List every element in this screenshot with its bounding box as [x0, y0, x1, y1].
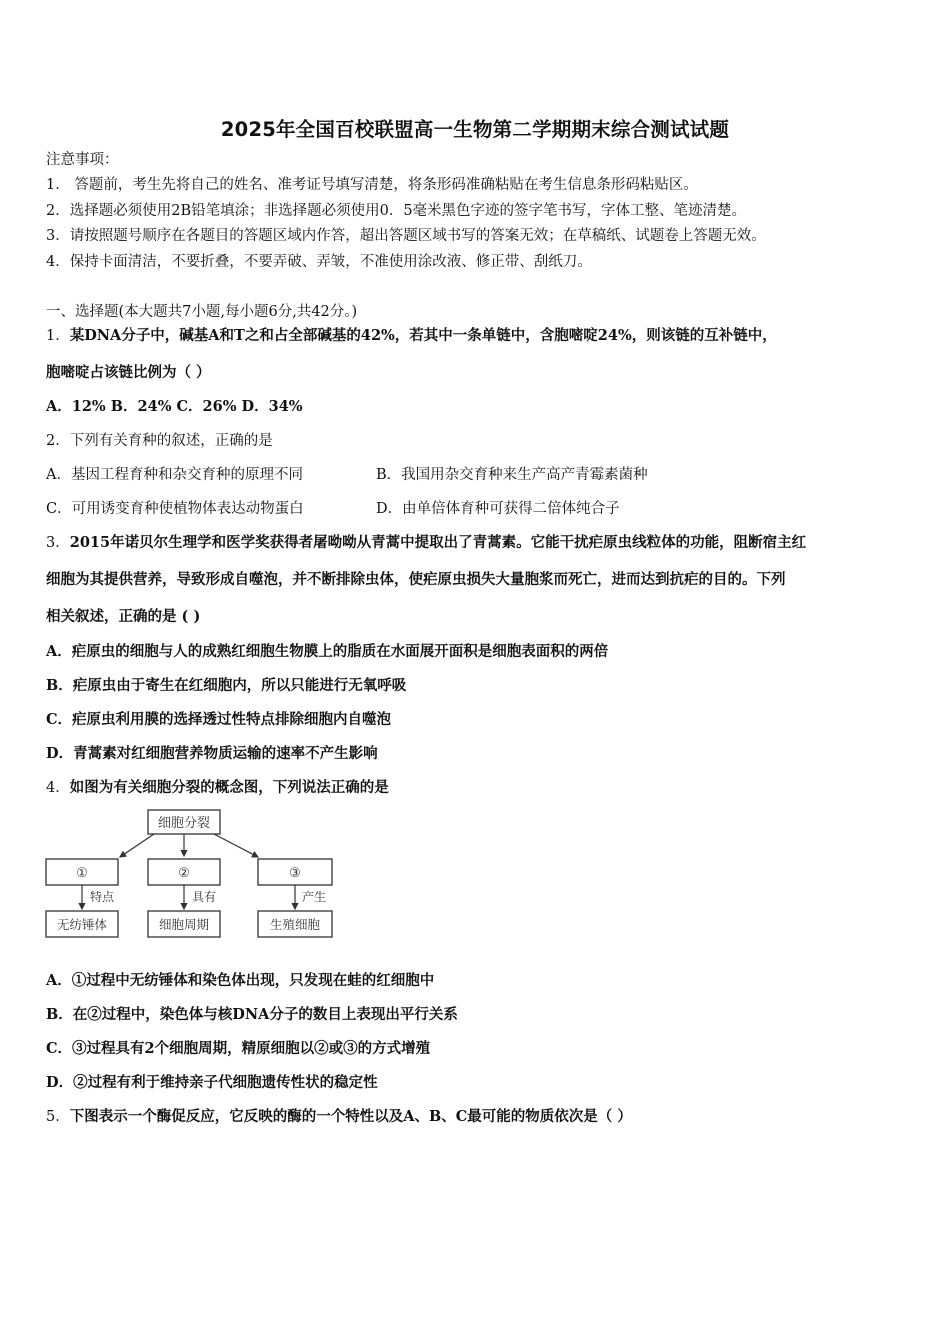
question-text: 如图为有关细胞分裂的概念图，下列说法正确的是	[69, 779, 389, 796]
question-text: 2015年诺贝尔生理学和医学奖获得者屠呦呦从青蒿中提取出了青蒿素。它能干扰疟原虫线粒体的功能，阻断宿主红	[69, 534, 807, 551]
question-1-stem	[46, 327, 777, 345]
option-b: B．我国用杂交育种来生产高产青霉素菌种	[376, 467, 648, 483]
diagram-box-1-label: ①	[76, 866, 88, 881]
question-4-stem	[46, 779, 389, 797]
diagram-arrow	[120, 834, 154, 857]
diagram-edge-label: 具有	[192, 890, 217, 904]
option-d: D．由单倍体育种可获得二倍体纯合子	[376, 501, 620, 517]
question-1-stem-cont: 胞嘧啶占该链比例为（ ）	[46, 364, 211, 381]
notice-item: 4．保持卡面清洁，不要折叠，不要弄破、弄皱，不准使用涂改液、修正带、刮纸刀。	[46, 254, 592, 270]
option-a: A．基因工程育种和杂交育种的原理不同	[46, 467, 303, 483]
question-number: 2．	[46, 433, 70, 449]
option-b: B．在②过程中，染色体与核DNA分子的数目上表现出平行关系	[46, 1006, 458, 1023]
diagram-root-label: 细胞分裂	[157, 816, 211, 831]
diagram-leaf-3-label: 生殖细胞	[269, 917, 321, 932]
question-text: 下列有关育种的叙述，正确的是	[69, 433, 273, 449]
notice-item: 1． 答题前，考生先将自己的姓名、准考证号填写清楚，将条形码准确粘贴在考生信息条形码粘贴区。	[46, 177, 698, 193]
question-3-stem-cont: 细胞为其提供营养，导致形成自噬泡，并不断排除虫体，使疟原虫损失大量胞浆而死亡，进而达到抗疟的目的。下列	[46, 571, 786, 588]
diagram-arrow	[214, 834, 258, 857]
question-3-stem-cont: 相关叙述，正确的是 ( )	[46, 608, 201, 625]
question-number: 1．	[46, 328, 70, 344]
option-d: D．②过程有利于维持亲子代细胞遗传性状的稳定性	[46, 1074, 378, 1091]
question-2-stem	[46, 432, 273, 450]
question-5-stem	[46, 1108, 632, 1126]
section-heading: 一、选择题(本大题共7小题,每小题6分,共42分。)	[46, 304, 358, 320]
question-text: 下图表示一个酶促反应，它反映的酶的一个特性以及A、B、C最可能的物质依次是（ ）	[69, 1108, 632, 1125]
cell-division-concept-diagram	[44, 808, 334, 940]
diagram-edge-label: 产生	[302, 890, 327, 904]
diagram-box-3-label: ③	[289, 866, 301, 881]
option-a: A．疟原虫的细胞与人的成熟红细胞生物膜上的脂质在水面展开面积是细胞表面积的两倍	[46, 643, 609, 660]
notice-item: 3．请按照题号顺序在各题目的答题区域内作答，超出答题区域书写的答案无效；在草稿纸、试题卷上答题无效。	[46, 228, 766, 244]
option-c: C．疟原虫利用膜的选择透过性特点排除细胞内自噬泡	[46, 711, 392, 728]
question-3-stem	[46, 534, 806, 552]
question-number: 5．	[46, 1109, 70, 1125]
diagram-leaf-1-label: 无纺锤体	[56, 917, 108, 932]
question-text: 某DNA分子中，碱基A和T之和占全部碱基的42%，若其中一条单链中，含胞嘧啶24%，则该链的互补链中，	[69, 327, 777, 344]
option-c: C．③过程具有2个细胞周期，精原细胞以②或③的方式增殖	[46, 1040, 431, 1057]
notice-item: 2．选择题必须使用2B铅笔填涂；非选择题必须使用0．5毫米黑色字迹的签字笔书写，字体工整、笔迹清楚。	[46, 203, 747, 219]
diagram-leaf-2-label: 细胞周期	[158, 917, 210, 932]
question-number: 4．	[46, 780, 70, 796]
diagram-edge-label: 特点	[90, 890, 115, 904]
option-b: B．疟原虫由于寄生在红细胞内，所以只能进行无氧呼吸	[46, 677, 407, 694]
question-1-options: A．12% B．24% C．26% D．34%	[46, 398, 303, 415]
option-a: A．①过程中无纺锤体和染色体出现，只发现在蛙的红细胞中	[46, 972, 435, 989]
page-title: 2025年全国百校联盟高一生物第二学期期末综合测试试题	[220, 118, 730, 141]
notice-heading: 注意事项：	[46, 152, 119, 168]
option-d: D．青蒿素对红细胞营养物质运输的速率不产生影响	[46, 745, 378, 762]
diagram-box-2-label: ②	[178, 866, 190, 881]
question-number: 3．	[46, 535, 70, 551]
option-c: C．可用诱变育种使植物体表达动物蛋白	[46, 501, 304, 517]
